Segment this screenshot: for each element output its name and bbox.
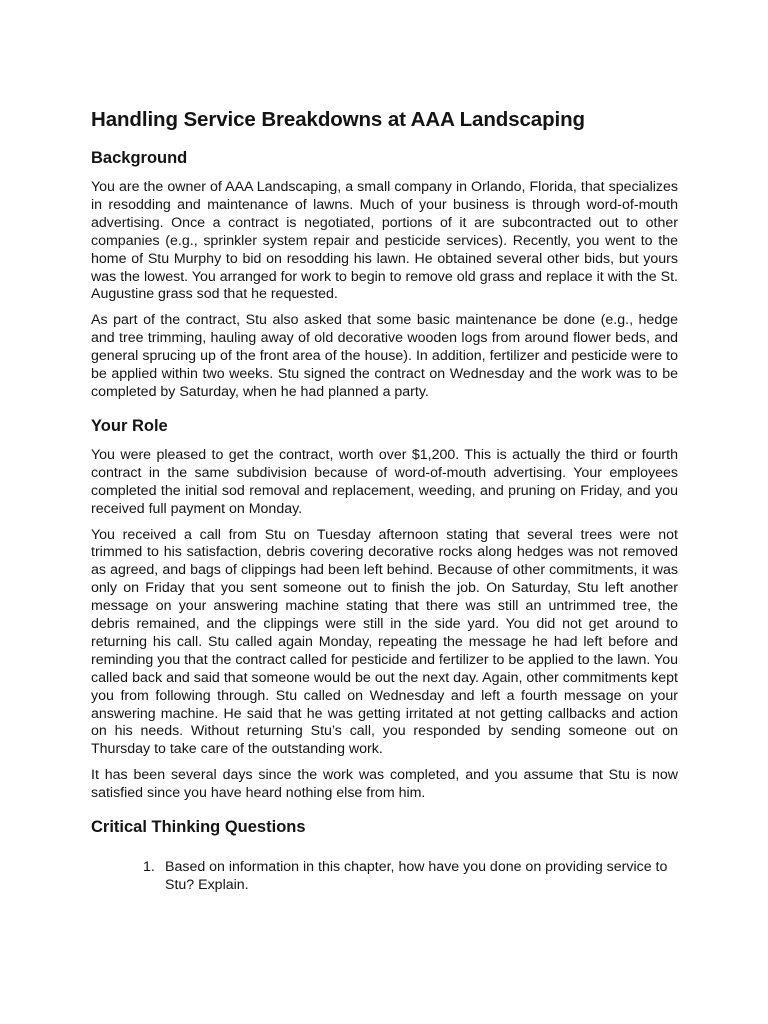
section-heading-background: Background (91, 149, 188, 167)
question-text: Based on information in this chapter, how have you done on providing service to Stu? Explain. (165, 859, 668, 893)
background-paragraph-2: As part of the contract, Stu also asked that some basic maintenance be done (e.g., hedge and tree trimming, hauling away of old decorative wooden logs from around flower beds, and general sprucing up of the front area of the house). In addition, fertilizer and pesticide were to be applied within two weeks. Stu signed the contract on Wednesday and the work was to be completed by Saturday, when he had planned a party. (91, 312, 678, 400)
section-heading-your-role: Your Role (91, 416, 168, 435)
role-paragraph-2: You received a call from Stu on Tuesday afternoon stating that several trees were not trimmed to his satisfaction, debris covering decorative rocks along hedges was not removed as agreed, and bags of clippings had been left behind. Because of other commitments, it was only on Friday that you sent someone out to finish the job. On Saturday, Stu left another message on your answering machine stating that there was still an untrimmed tree, the debris remained, and the clippings were still in the side yard. You did not get around to returning his call. Stu called again Monday, repeating the message he had left before and reminding you that the contract called for pesticide and fertilizer to be applied to the lawn. You called back and said that someone would be out the next day. Again, other commitments kept you from following through. Stu called on Wednesday and left a fourth message on your answering machine. He said that he was getting irritated at not getting callbacks and action on his needs. Without returning Stu’s call, you responded by sending someone out on Thursday to take care of the outstanding work. (91, 526, 678, 758)
section-heading-critical-thinking: Critical Thinking Questions (91, 818, 306, 837)
role-paragraph-3: It has been several days since the work was completed, and you assume that Stu is now satisfied since you have heard nothing else from him. (91, 767, 678, 802)
background-paragraph-1: You are the owner of AAA Landscaping, a small company in Orlando, Florida, that specializes in resodding and maintenance of lawns. Much of your business is through word-of-mouth advertising. Once a contract is negotiated, portions of it are subcontracted out to other companies (e.g., sprinkler system repair and pesticide services). Recently, you went to the home of Stu Murphy to bid on resodding his lawn. He obtained several other bids, but yours was the lowest. You arranged for work to begin to remove old grass and replace it with the St. Augustine grass sod that he requested. (91, 179, 678, 303)
role-paragraph-1: You were pleased to get the contract, worth over $1,200. This is actually the third or fourth contract in the same subdivision because of word-of-mouth advertising. Your employees completed the initial sod removal and replacement, weeding, and pruning on Friday, and you received full payment on Monday. (91, 446, 678, 517)
question-number: 1. (143, 859, 155, 876)
document-title: Handling Service Breakdowns at AAA Landscaping (91, 108, 585, 131)
list-item (143, 859, 678, 895)
questions-list (91, 859, 678, 895)
